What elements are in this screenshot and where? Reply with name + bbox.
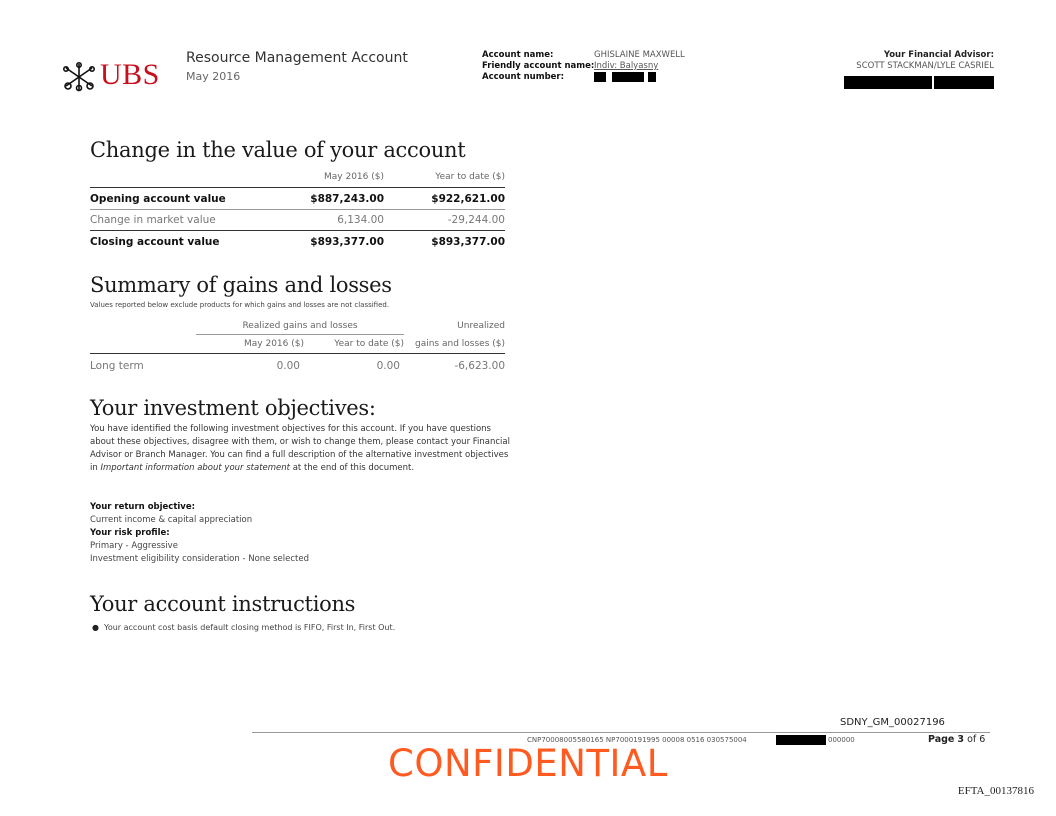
gains-col-unrealized-header: gains and losses ($) [415, 339, 505, 349]
unrealized-header: Unrealized [457, 321, 505, 331]
long-term-month: 0.00 [276, 360, 300, 372]
footer-rule [252, 732, 990, 733]
gains-note: Values reported below exclude products for which gains and losses are not classified. [90, 301, 390, 309]
redaction-bar [594, 72, 606, 82]
realized-header: Realized gains and losses [242, 321, 358, 331]
advisor-label: Your Financial Advisor: [883, 50, 994, 60]
opening-value-ytd: $922,621.00 [431, 193, 505, 205]
confidential-stamp: CONFIDENTIAL [388, 742, 668, 785]
gains-col-ytd-header: Year to date ($) [334, 339, 404, 349]
friendly-name-label: Friendly account name: [482, 61, 595, 71]
opening-value-label: Opening account value [90, 193, 226, 205]
instruction-item: Your account cost basis default closing method is FIFO, First In, First Out. [104, 623, 396, 632]
table-rule [196, 334, 404, 335]
advisor-name: SCOTT STACKMAN/LYLE CASRIEL [856, 61, 994, 71]
redaction-bar [612, 72, 644, 82]
opening-value-month: $887,243.00 [310, 193, 384, 205]
return-objective-label: Your return objective: [90, 502, 196, 512]
eligibility-text: Investment eligibility consideration - None selected [90, 554, 309, 564]
return-objective-value: Current income & capital appreciation [90, 515, 253, 525]
objectives-paragraph: You have identified the following investment objectives for this account. If you have questions about these objectives, disagree with them, or wish to change them, please contact your Financial Advisor or Branch Manager. You can find a full description of the alternative investment objectives in Important information about your statement at the end of this document. [90, 424, 510, 473]
change-col-ytd-header: Year to date ($) [435, 172, 505, 182]
footer-code: CNP70008005580165 NP7000191995 00008 0516 030575004 [527, 736, 747, 744]
account-number-label: Account number: [482, 72, 565, 82]
redaction-bar [648, 72, 656, 82]
market-change-month: 6,134.00 [337, 214, 384, 226]
change-section-heading: Change in the value of your account [90, 138, 466, 162]
bullet-icon: ● [92, 623, 99, 632]
friendly-name-value: Indiv: Balyasny [594, 61, 659, 71]
market-change-ytd: -29,244.00 [447, 214, 505, 226]
bates-number: SDNY_GM_00027196 [840, 717, 945, 728]
change-col-month-header: May 2016 ($) [324, 172, 384, 182]
document-title: Resource Management Account [186, 50, 408, 66]
risk-profile-value: Primary - Aggressive [90, 541, 178, 551]
table-rule [90, 209, 505, 210]
long-term-unrealized: -6,623.00 [454, 360, 505, 372]
brand-name: UBS [100, 58, 160, 91]
gains-section-heading: Summary of gains and losses [90, 273, 392, 297]
redaction-bar [934, 76, 994, 89]
gains-col-month-header: May 2016 ($) [244, 339, 304, 349]
table-rule [90, 353, 505, 354]
ubs-keys-icon [60, 62, 98, 92]
risk-profile-label: Your risk profile: [90, 528, 170, 538]
long-term-ytd: 0.00 [376, 360, 400, 372]
table-rule [90, 187, 505, 188]
redaction-bar [844, 76, 932, 89]
efta-number: EFTA_00137816 [957, 785, 1034, 797]
closing-value-ytd: $893,377.00 [431, 236, 505, 248]
closing-value-month: $893,377.00 [310, 236, 384, 248]
table-rule [90, 230, 505, 231]
instructions-section-heading: Your account instructions [90, 592, 356, 616]
objectives-section-heading: Your investment objectives: [90, 396, 376, 420]
footer-code-suffix: 000000 [828, 736, 855, 744]
market-change-label: Change in market value [90, 214, 216, 226]
account-name-label: Account name: [482, 50, 554, 60]
statement-period: May 2016 [186, 70, 241, 83]
page-indicator: Page 3 of 6 [928, 734, 986, 745]
closing-value-label: Closing account value [90, 236, 220, 248]
redaction-bar [776, 735, 826, 745]
long-term-label: Long term [90, 360, 144, 372]
account-name-value: GHISLAINE MAXWELL [594, 50, 685, 60]
